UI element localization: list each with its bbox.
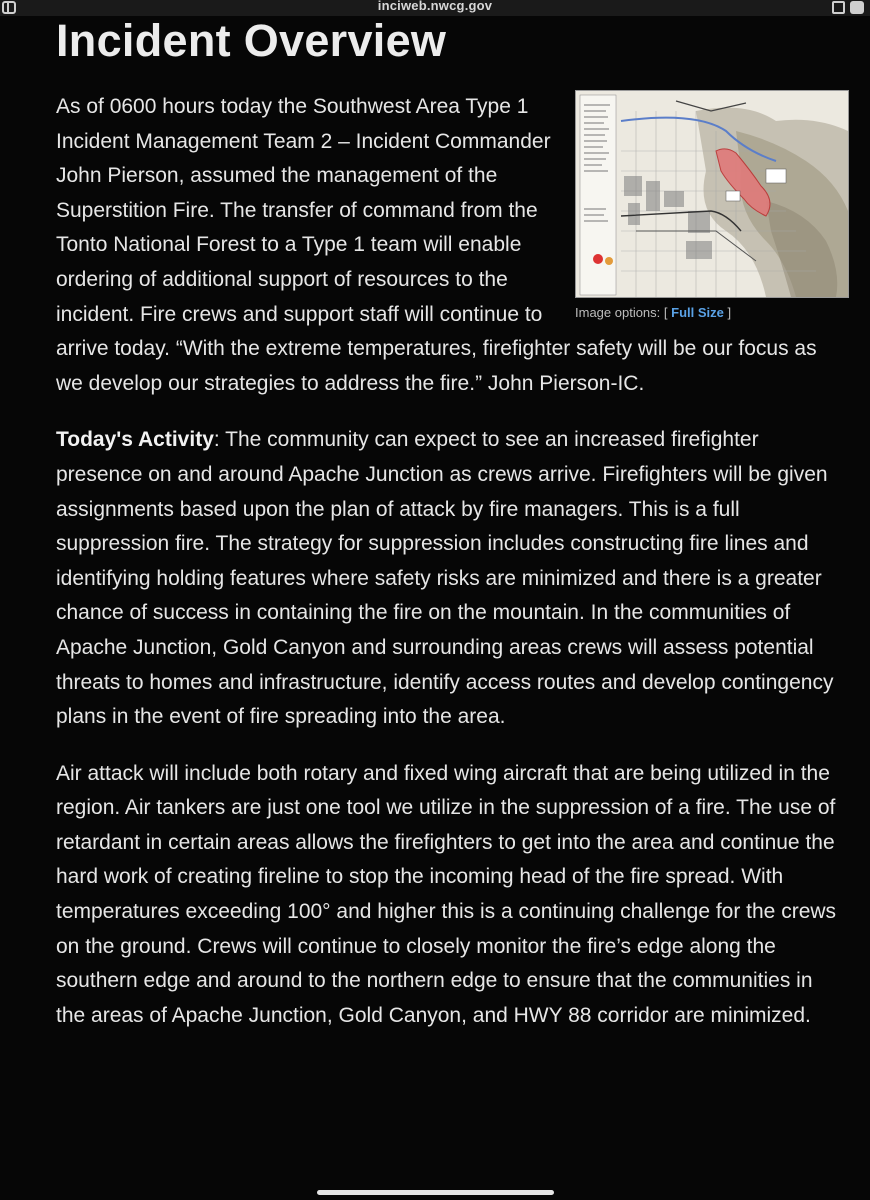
image-options-label: Image options: — [575, 305, 661, 320]
todays-activity-heading: Today's Activity — [56, 428, 214, 452]
article-body — [56, 90, 846, 1055]
incident-map-image[interactable] — [575, 90, 849, 298]
tabs-icon[interactable] — [832, 1, 845, 14]
todays-activity-text: : The community can expect to see an increased firefighter presence on and around Apache Junction as crews arrive. Firefighters will be given assignments based upon the plan of attack by fire managers. This is a full suppression fire. The strategy for suppression includes constructing fire lines and identifying holding features where safety risks are minimized and there is a greater chance of success in containing the fire on the mountain. In the communities of Apache Junction, Gold Canyon and surrounding areas crews will assess potential threats to homes and infrastructure, identify access routes and develop contingency plans in the event of fire spreading into the area. — [56, 428, 834, 729]
paragraph-todays-activity — [56, 423, 846, 734]
home-indicator[interactable] — [317, 1190, 554, 1195]
paragraph-command-transfer: As of 0600 hours today the Southwest Area Type 1 Incident Management Team 2 – Incident Commander John Pierson, assumed the management of the Superstition Fire. The transfer of command from the Tonto National Forest to a Type 1 team will enable ordering of additional support of resources to the incident. Fire crews and support staff will continue to arrive today. “With the extreme temperatures, firefighter safety will be our focus as we develop our strategies to address the fire.” John Pierson-IC. — [56, 95, 817, 395]
url-bar[interactable]: inciweb.nwcg.gov — [377, 0, 493, 13]
bracket-open: [ — [663, 305, 668, 320]
bracket-close: ] — [727, 305, 732, 320]
page-title: Incident Overview — [56, 15, 447, 66]
full-size-link[interactable]: Full Size — [671, 305, 724, 320]
menu-icon[interactable] — [850, 1, 864, 14]
map-graphic — [576, 91, 848, 297]
image-options — [575, 304, 851, 322]
paragraph-air-attack: Air attack will include both rotary and fixed wing aircraft that are being utilized in the region. Air tankers are just one tool we utilize in the suppression of a fire. The use of retardant in certain areas allows the firefighters to get into the area and continue the hard work of creating fireline to stop the incoming head of the fire spread. With temperatures exceeding 100° and higher this is a continuing challenge for the crews on the ground. Crews will continue to closely monitor the fire’s edge along the southern edge and around to the northern edge to ensure that the communities in the areas of Apache Junction, Gold Canyon, and HWY 88 corridor are minimized. — [56, 761, 837, 1027]
map-figure — [575, 90, 851, 322]
